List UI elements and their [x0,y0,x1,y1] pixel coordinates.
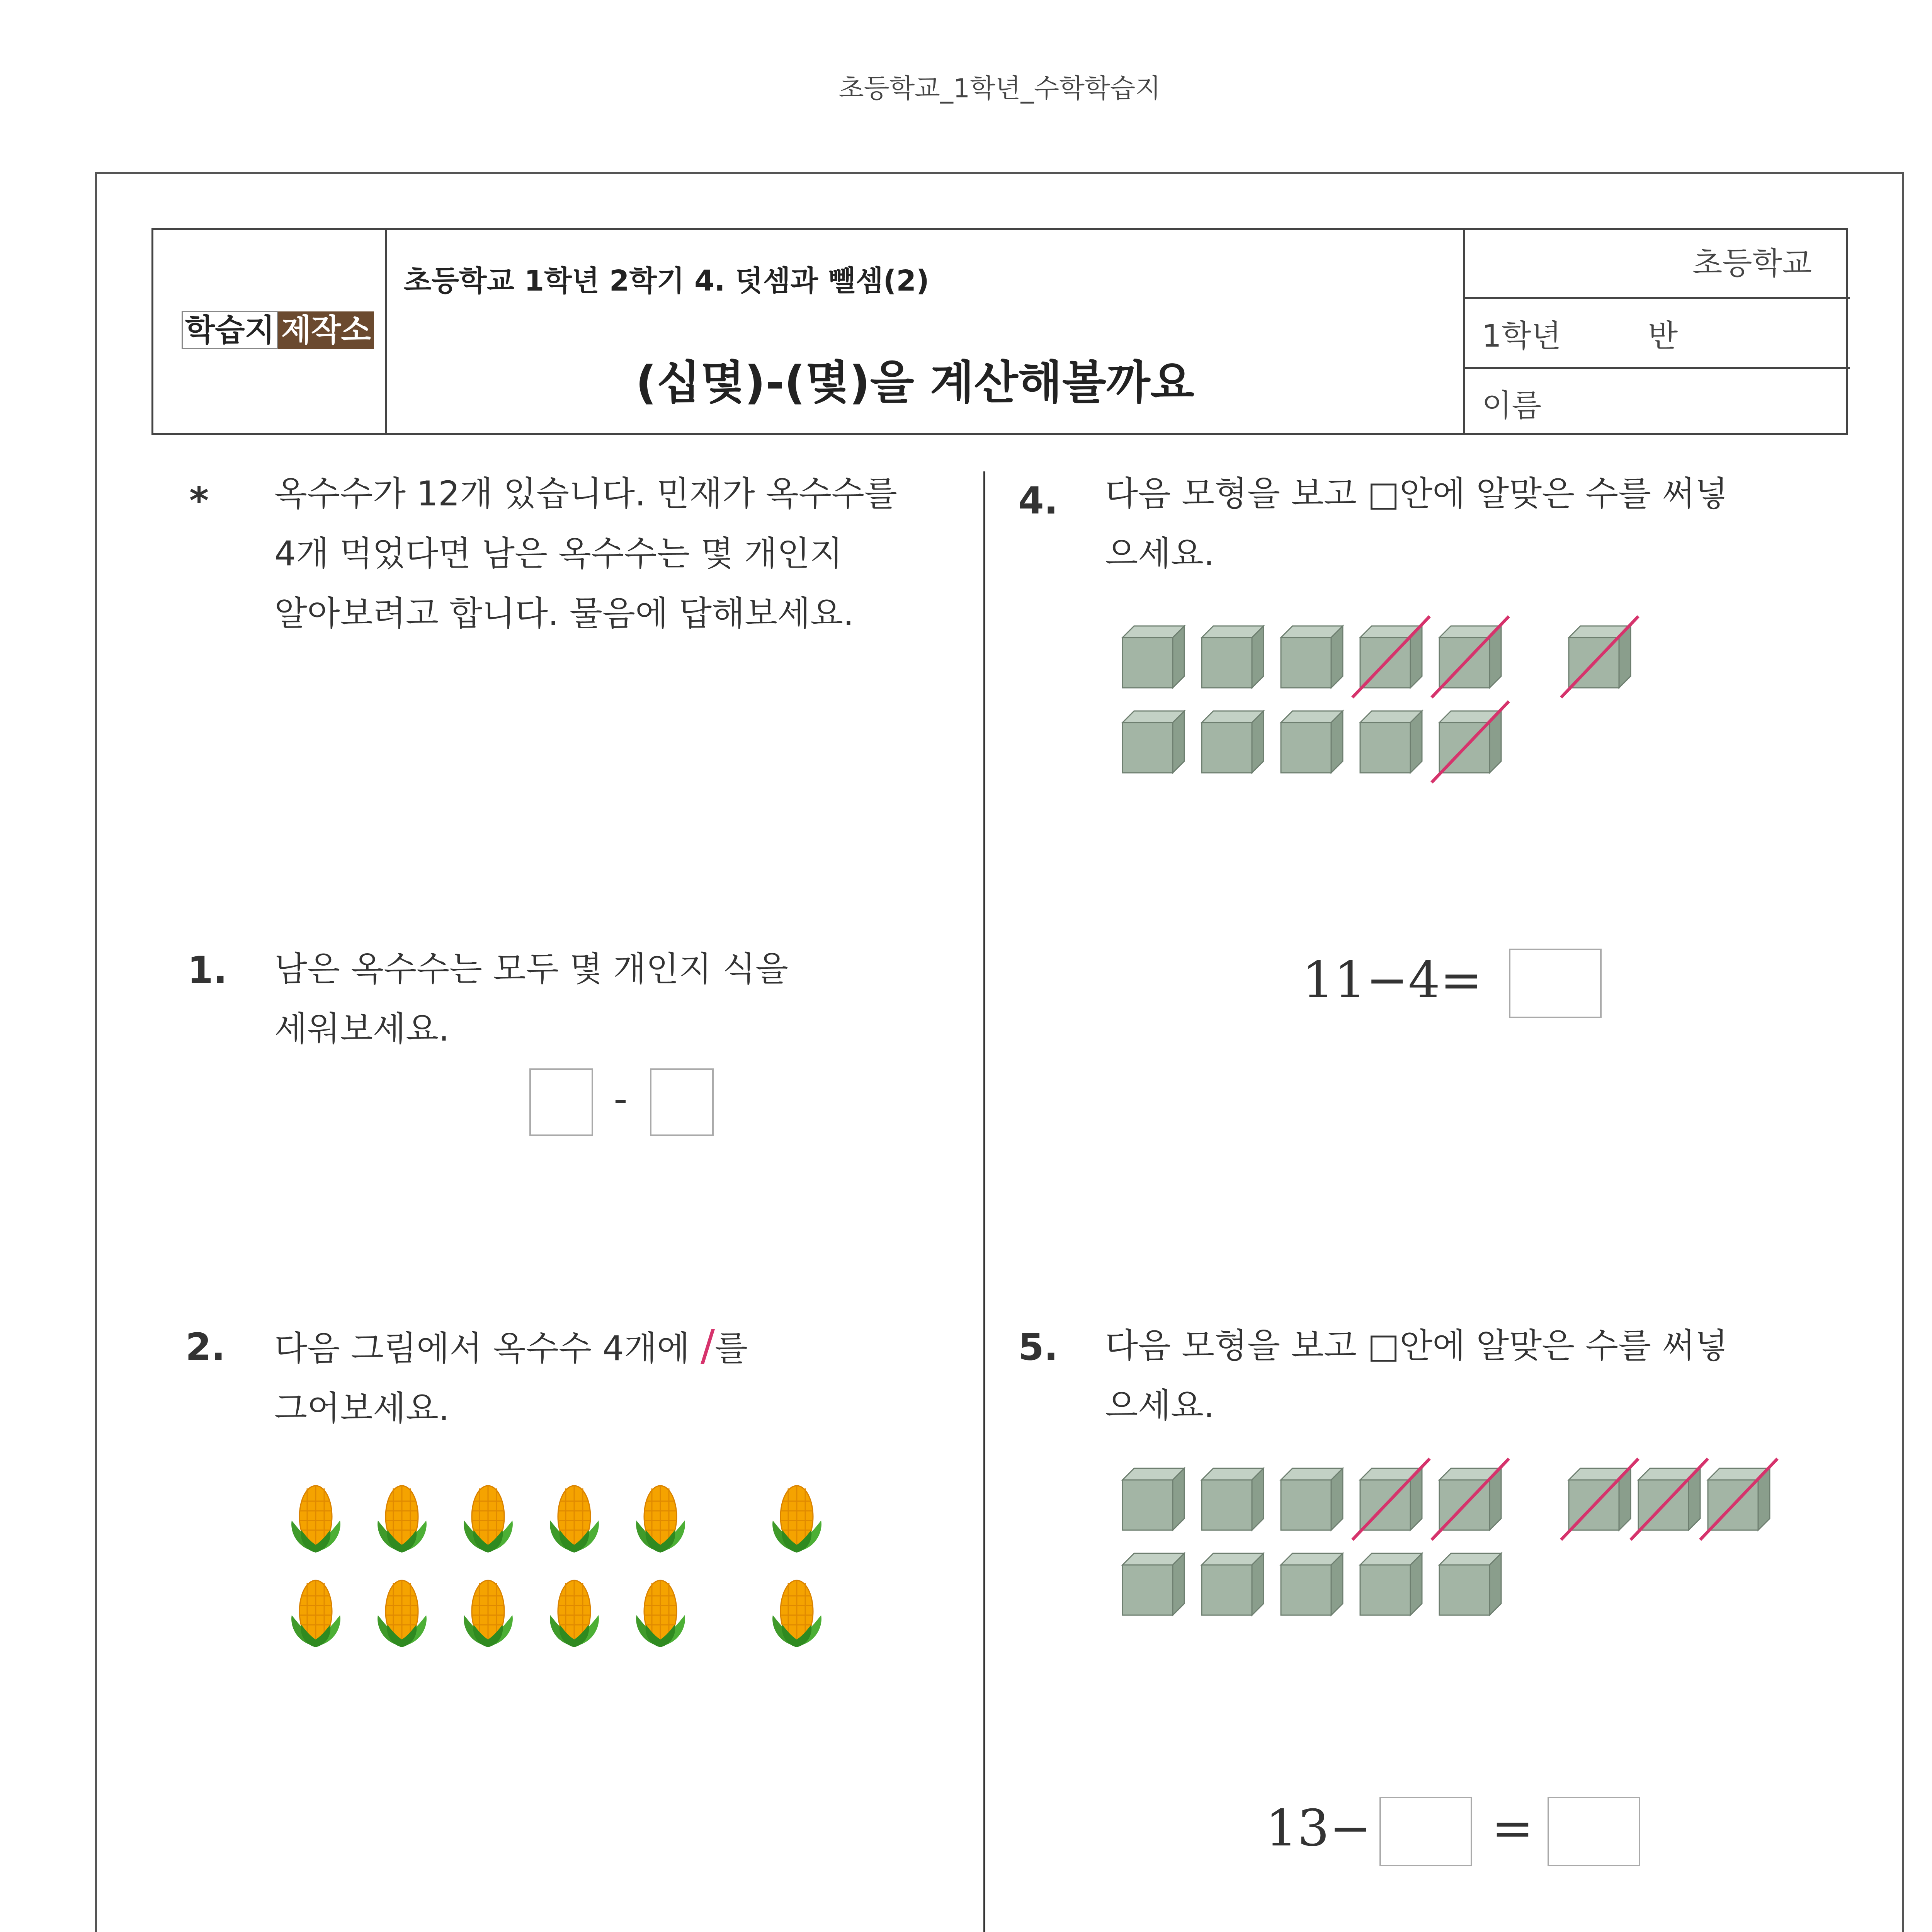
q5-eq-start: 13− [1265,1799,1372,1857]
q2-line1-post: 를 [715,1328,748,1368]
unit-subtitle: 초등학교 1학년 2학기 4. 덧셈과 뺄셈(2) [404,264,929,298]
q4-equation: 11−4= [1302,951,1482,1009]
name-label: 이름 [1482,388,1542,423]
q5-eq-equals: = [1492,1799,1534,1857]
intro-line: 옥수수가 12개 있습니다. 민재가 옥수수를 [274,474,897,514]
logo-part1: 학습지 [182,311,278,349]
logo-part2: 제작소 [278,311,374,349]
q5-line1-pre: 다음 모형을 보고 [1105,1326,1357,1366]
running-header: 초등학교_1학년_수학학습지 [838,73,1161,104]
intro-line: 4개 먹었다면 남은 옥수수는 몇 개인지 [274,534,843,573]
intro-line: 알아보려고 합니다. 물음에 답해보세요. [274,594,854,633]
q2-line1-pre: 다음 그림에서 옥수수 4개에 [274,1328,690,1368]
intro-marker: * [189,479,209,522]
grade-label: 1학년 [1482,318,1561,354]
page-title: (십몇)-(몇)을 계산해볼까요 [636,356,1194,409]
q2-line2: 그어보세요. [274,1388,450,1428]
slash-icon: / [700,1321,715,1370]
q4-line1-post: 안에 알맞은 수를 써넣 [1400,474,1728,514]
q2-number: 2. [185,1325,226,1369]
box-symbol-icon: □ [1367,474,1400,514]
q5-number: 5. [1018,1325,1058,1369]
q4-line1-pre: 다음 모형을 보고 [1105,474,1357,514]
q4-number: 4. [1018,479,1058,522]
q5-line1-post: 안에 알맞은 수를 써넣 [1400,1326,1728,1366]
box-symbol-icon: □ [1367,1326,1400,1366]
q1-minus: - [614,1076,628,1121]
q1-line: 남은 옥수수는 모두 몇 개인지 식을 [274,949,788,989]
q1-line: 세워보세요. [274,1009,450,1049]
class-label: 반 [1648,318,1678,354]
q1-number: 1. [187,949,228,992]
q5-line2: 으세요. [1105,1386,1214,1425]
q4-line2: 으세요. [1105,534,1214,573]
school-label: 초등학교 [1692,245,1812,281]
